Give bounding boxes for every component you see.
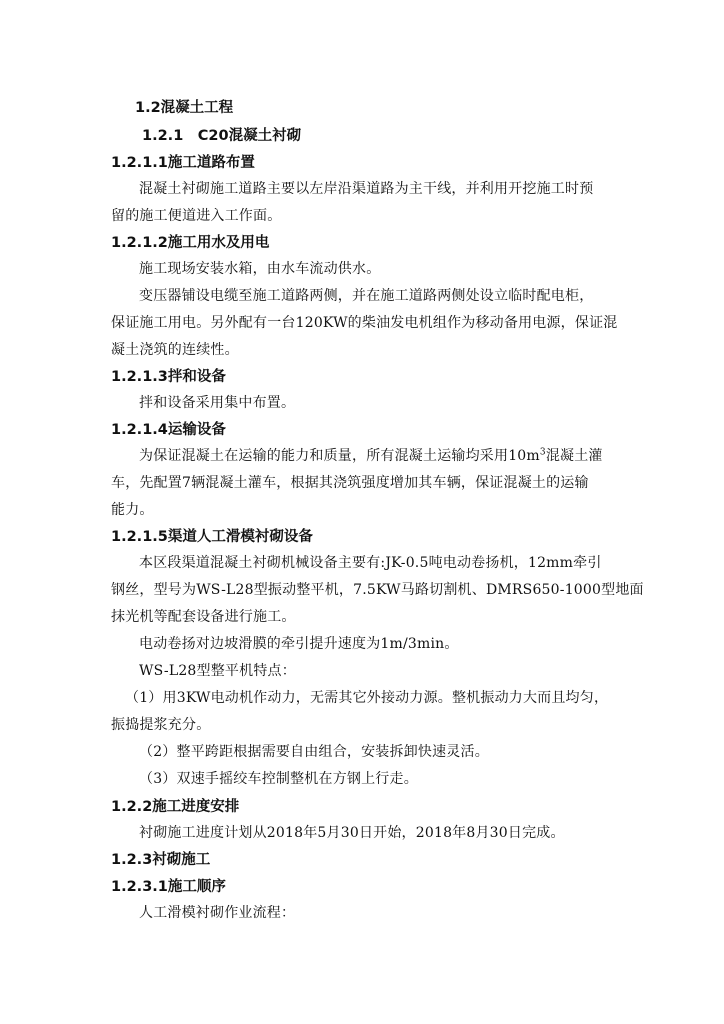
heading-1-2: 1.2混凝土工程 bbox=[135, 100, 234, 116]
paragraph-line: （1）用3KW电动机作动力，无需其它外接动力源。整机振动力大而且均匀， bbox=[125, 690, 609, 706]
paragraph-line: （3）双速手摇绞车控制整机在方钢上行走。 bbox=[139, 771, 418, 787]
paragraph-line: 抹光机等配套设备进行施工。 bbox=[111, 609, 296, 625]
paragraph-line: 留的施工便道进入工作面。 bbox=[111, 208, 282, 224]
heading-1-2-2: 1.2.2施工进度安排 bbox=[111, 799, 240, 815]
paragraph-line: 凝土浇筑的连续性。 bbox=[111, 342, 239, 358]
text-run: 为保证混凝土在运输的能力和质量，所有混凝土运输均采用10m bbox=[139, 448, 540, 464]
heading-1-2-1-3: 1.2.1.3拌和设备 bbox=[111, 369, 226, 385]
paragraph-line: 钢丝，型号为WS-L28型振动整平机，7.5KW马路切割机、DMRS650-1000型地面 bbox=[111, 582, 644, 598]
paragraph-line: （2）整平跨距根据需要自由组合，安装拆卸快速灵活。 bbox=[139, 744, 489, 760]
heading-1-2-3: 1.2.3衬砌施工 bbox=[111, 852, 211, 868]
paragraph-line: 保证施工用电。另外配有一台120KW的柴油发电机组作为移动备用电源，保证混 bbox=[111, 315, 618, 331]
paragraph-line bbox=[139, 445, 603, 465]
paragraph-line: 车，先配置7辆混凝土灌车，根据其浇筑强度增加其车辆，保证混凝土的运输 bbox=[111, 475, 589, 491]
paragraph-line: 本区段渠道混凝土衬砌机械设备主要有:JK-0.5吨电动卷扬机，12mm牵引 bbox=[139, 555, 602, 571]
paragraph-line: 电动卷扬对边坡滑膜的牵引提升速度为1m/3min。 bbox=[139, 636, 459, 652]
paragraph-line: 混凝土衬砌施工道路主要以左岸沿渠道路为主干线，并利用开挖施工时预 bbox=[139, 181, 594, 197]
heading-1-2-1: 1.2.1 C20混凝土衬砌 bbox=[142, 128, 302, 144]
paragraph-line: 变压器铺设电缆至施工道路两侧，并在施工道路两侧处设立临时配电柜， bbox=[139, 288, 594, 304]
paragraph-line: 人工滑模衬砌作业流程： bbox=[139, 905, 296, 921]
heading-1-2-3-1: 1.2.3.1施工顺序 bbox=[111, 879, 226, 895]
text-run: 混凝土灌 bbox=[545, 448, 603, 464]
paragraph-line: 拌和设备采用集中布置。 bbox=[139, 395, 296, 411]
heading-1-2-1-5: 1.2.1.5渠道人工滑模衬砌设备 bbox=[111, 529, 313, 545]
paragraph-line: 振捣提浆充分。 bbox=[111, 717, 211, 733]
superscript: 3 bbox=[539, 447, 546, 458]
paragraph-line: 衬砌施工进度计划从2018年5月30日开始，2018年8月30日完成。 bbox=[139, 825, 565, 841]
heading-1-2-1-4: 1.2.1.4运输设备 bbox=[111, 422, 226, 438]
paragraph-line: 施工现场安装水箱，由水车流动供水。 bbox=[139, 261, 381, 277]
paragraph-line: WS-L28型整平机特点： bbox=[139, 663, 296, 679]
heading-1-2-1-1: 1.2.1.1施工道路布置 bbox=[111, 155, 255, 171]
paragraph-line: 能力。 bbox=[111, 502, 154, 518]
heading-1-2-1-2: 1.2.1.2施工用水及用电 bbox=[111, 235, 270, 251]
